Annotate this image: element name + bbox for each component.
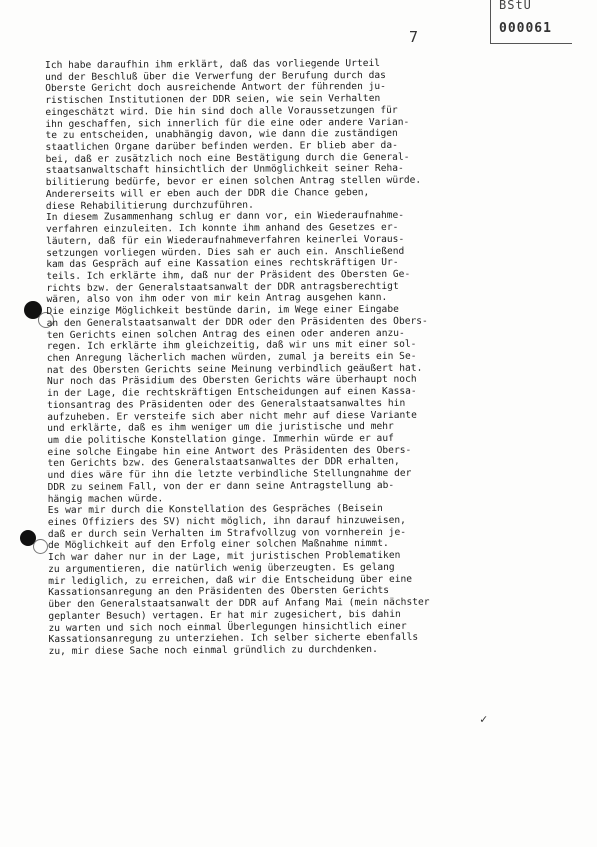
letter-body [45,57,584,658]
text-line: In diesem Zusammenhang schlug er dann vor, ein Wiederaufnahme- [45,210,405,224]
text-line: Kassationsanregung an den Präsidenten des Obersten Gerichts [48,585,390,599]
stamp-label: BStU [499,0,532,12]
page-number: 7 [409,28,419,46]
text-line: läutern, daß für ein Wiederaufnahmeverfahren keinerlei Voraus- [46,233,405,247]
text-line: aufzuheben. Er versteife sich aber nicht mehr auf diese Variante [47,409,417,423]
text-line: nat des Obersten Gerichts seine Meinung verbindlich geäußert hat. [46,362,423,376]
text-line: zu argumentieren, die natürlich wenig überzeugten. Es gelang [48,561,395,575]
archive-stamp [490,0,572,44]
text-line: DDR zu seinem Fall, von der er dann seine Antragstellung ab- [47,479,395,493]
text-line: Andererseits will er eben auch der DDR die Chance geben, [45,186,370,200]
text-line: Kassationsanregung zu unterziehen. Ich selber sicherte ebenfalls [48,631,419,646]
text-line: bei, daß er zusätzlich noch eine Bestätigung durch die General- [45,151,410,165]
text-line: chen Anregung lächerlich machen würden, zumal ja bereits ein Se- [46,350,417,364]
text-line: staatsanwaltschaft hinsichtlich der Unmöglichkeit seiner Reha- [45,163,404,177]
text-line: und dies wäre für ihn die letzte verbindliche Stellungnahme der [47,467,412,482]
text-line: Die einzige Möglichkeit bestünde darin, im Wege einer Eingabe [46,303,399,318]
text-line: diese Rehabilitierung durchzuführen. [45,199,254,212]
text-line: teils. Ich erklärte ihm, daß nur der Präsident des Obersten Ge- [46,268,411,282]
text-line: Es war mir durch die Konstellation des Gespräches (Beisein [47,503,383,517]
text-line: kam das Gespräch auf eine Kassation eines rechtskräftigen Ur- [46,257,399,271]
text-line: wären, also von ihm oder von mir kein Antrag ausgehen kann. [46,292,388,306]
text-line: ihn geschaffen, sich innerlich für die eine oder andere Varian- [45,116,410,130]
text-line: an den Generalstaatsanwalt der DDR oder den Präsidenten des Obers- [46,315,428,329]
text-line: geplanter Besuch) vertagen. Er hat mir zugesichert, bis dahin [48,608,401,622]
text-line: zu warten und sich noch einmal Überlegungen hinsichtlich einer [48,620,407,634]
text-line: und erklärte, daß es ihm weniger um die juristische und mehr [47,421,394,435]
text-line: eines Offiziers des SV) nicht möglich, ihn darauf hinzuweisen, [47,514,406,529]
text-line: bilitierung bedürfe, bevor er einen solchen Antrag stellen würde. [45,174,422,189]
text-line: in der Lage, die rechtskräftigen Entscheidungen auf einen Kassa- [47,385,417,400]
text-line: daß er durch sein Verhalten im Strafvollzug von vornherein je- [47,526,407,540]
text-line: ten Gerichts einen solchen Antrag des einen oder anderen anzu- [46,327,405,341]
text-line: verfahren einzuleiten. Ich konnte ihm anhand des Gesetzes er- [46,221,399,236]
text-line: zu, mir diese Sache noch einmal gründlich zu durchdenken. [48,643,378,657]
text-line: richts bzw. der Generalstaatsanwalt der DDR antragsberechtigt [46,280,399,294]
text-line: te zu entscheiden, unabhängig davon, wie dann die zuständigen [45,128,398,142]
text-line: eine solche Eingabe hin eine Antwort des Präsidenten des Obers- [47,444,412,458]
text-line: setzungen vorliegen würden. Dies sah er auch ein. Anschließend [46,245,405,259]
text-line: ristischen Institutionen der DDR seien, wie sein Verhalten [45,93,381,107]
text-line: über den Generalstaatsanwalt der DDR auf Anfang Mai (mein nächster [48,596,430,611]
text-line: hängig machen würde. [47,492,164,505]
text-line: und der Beschluß über die Verwerfung der Berufung durch das [45,69,386,83]
text-line: Oberste Gericht doch ausreichende Antwort der führenden ju- [45,81,386,95]
text-line: Nur noch das Präsidium des Obersten Gerichts wäre überhaupt noch [46,374,417,388]
text-line: de Möglichkeit auf den Erfolg einer solchen Maßnahme nimmt. [47,538,389,552]
text-line: eingeschätzt wird. Die hin sind doch alle Voraussetzungen für [45,104,398,118]
text-line: Ich habe daraufhin ihm erklärt, daß das vorliegende Urteil [45,57,381,71]
text-line: mir lediglich, zu erreichen, daß wir die Entscheidung über eine [48,573,413,587]
text-line: ten Gerichts bzw. des Generalstaatsanwaltes der DDR erhalten, [47,456,400,470]
text-line: regen. Ich erklärte ihm gleichzeitig, daß wir uns mit einer sol- [46,338,417,353]
punch-hole-ring-lower [33,539,48,554]
text-line: um die politische Konstellation ginge. Immerhin würde er auf [47,432,394,446]
text-line: tionsantrag des Präsidenten oder des Generalstaatsanwaltes hin [47,397,406,411]
margin-check-mark: ✓ [480,712,488,726]
text-line: Ich war daher nur in der Lage, mit juristischen Problematiken [48,550,401,564]
text-line: staatlichen Organe darüber befinden werden. Er blieb aber da- [45,139,398,154]
stamp-number: 000061 [499,21,552,36]
